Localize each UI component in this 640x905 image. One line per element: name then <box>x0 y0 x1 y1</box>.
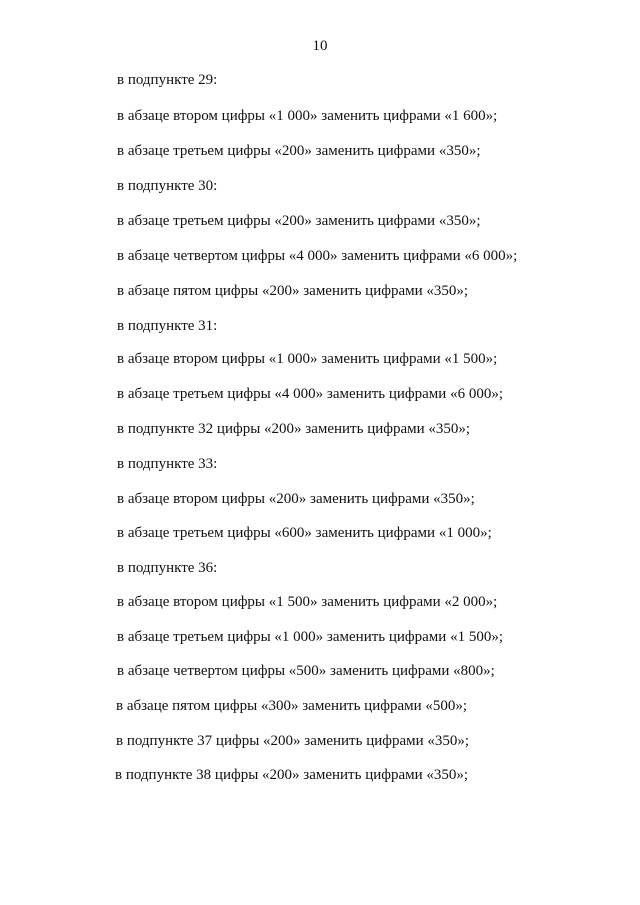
document-line: в подпункте 29: <box>117 72 218 88</box>
document-line: в абзаце третьем цифры «600» заменить цифрами «1 000»; <box>117 525 492 541</box>
document-line: в подпункте 33: <box>117 456 218 472</box>
document-line: в подпункте 36: <box>117 560 218 576</box>
document-line: в абзаце пятом цифры «200» заменить цифрами «350»; <box>117 283 469 299</box>
document-line: в подпункте 32 цифры «200» заменить цифрами «350»; <box>117 421 471 437</box>
document-line: в подпункте 30: <box>117 178 218 194</box>
document-line: в абзаце втором цифры «1 500» заменить цифрами «2 000»; <box>117 594 498 610</box>
document-line: в абзаце третьем цифры «1 000» заменить цифрами «1 500»; <box>117 629 503 645</box>
page-number: 10 <box>312 38 328 54</box>
document-line: в абзаце втором цифры «1 000» заменить цифрами «1 500»; <box>117 351 498 367</box>
document-line: в абзаце втором цифры «1 000» заменить цифрами «1 600»; <box>117 108 498 124</box>
document-line: в подпункте 38 цифры «200» заменить цифрами «350»; <box>115 767 469 783</box>
document-line: в абзаце третьем цифры «200» заменить цифрами «350»; <box>117 143 481 159</box>
document-line: в абзаце четвертом цифры «500» заменить цифрами «800»; <box>117 663 495 679</box>
document-line: в подпункте 31: <box>117 318 218 334</box>
document-line: в абзаце третьем цифры «200» заменить цифрами «350»; <box>117 213 481 229</box>
document-line: в подпункте 37 цифры «200» заменить цифрами «350»; <box>116 733 470 749</box>
document-line: в абзаце втором цифры «200» заменить цифрами «350»; <box>117 491 475 507</box>
document-line: в абзаце четвертом цифры «4 000» заменить цифрами «6 000»; <box>117 248 518 264</box>
document-line: в абзаце пятом цифры «300» заменить цифрами «500»; <box>116 698 468 714</box>
document-line: в абзаце третьем цифры «4 000» заменить цифрами «6 000»; <box>117 386 503 402</box>
